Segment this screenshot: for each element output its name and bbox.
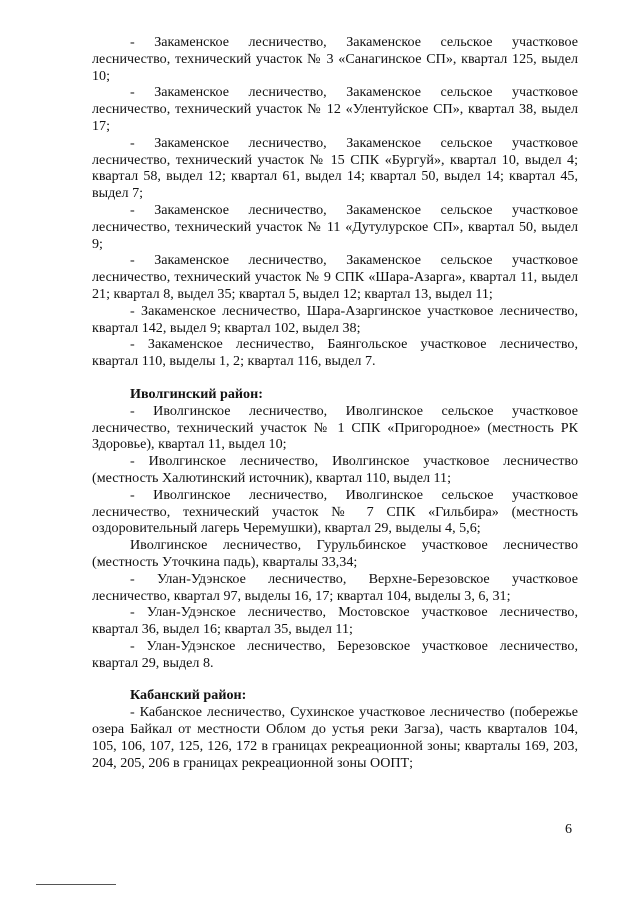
document-body — [92, 34, 578, 771]
paragraph: - Закаменское лесничество, Шара-Азаргинское участковое лесничество, квартал 142, выдел 9; квартал 102, выдел 38; — [92, 302, 578, 336]
paragraph: - Закаменское лесничество, Закаменское сельское участковое лесничество, технический участок № 11 «Дутулурское СП», квартал 50, выдел 9; — [92, 201, 578, 252]
paragraph: - Закаменское лесничество, Закаменское сельское участковое лесничество, технический участок № 3 «Санагинское СП», квартал 125, выдел 10; — [92, 34, 578, 84]
paragraph: - Закаменское лесничество, Закаменское сельское участковое лесничество, технический участок № 9 СПК «Шара-Азарга», квартал 11, выдел 21; квартал 8, выдел 35; квартал 5, выдел 12; квартал 13, выдел 11; — [92, 252, 578, 302]
paragraph: - Закаменское лесничество, Баянгольское участковое лесничество, квартал 110, выделы 1, 2; квартал 116, выдел 7. — [92, 336, 578, 370]
page-number: 6 — [565, 822, 572, 837]
paragraph: - Закаменское лесничество, Закаменское сельское участковое лесничество, технический участок № 12 «Улентуйское СП», квартал 38, выдел 17; — [92, 84, 578, 134]
paragraph: Иволгинское лесничество, Гурульбинское участковое лесничество (местность Уточкина падь), кварталы 33,34; — [92, 537, 578, 570]
paragraph: - Улан-Удэнское лесничество, Березовское участковое лесничество, квартал 29, выдел 8. — [92, 637, 578, 671]
paragraph: - Улан-Удэнское лесничество, Мостовское участковое лесничество, квартал 36, выдел 16; квартал 35, выдел 11; — [92, 604, 578, 638]
paragraph: - Иволгинское лесничество, Иволгинское участковое лесничество (местность Халютинский источник), квартал 110, выдел 11; — [92, 453, 578, 486]
footer-rule — [36, 884, 116, 885]
paragraph: - Улан-Удэнское лесничество, Верхне-Березовское участковое лесничество, квартал 97, выделы 16, 17; квартал 104, выделы 3, 6, 31; — [92, 570, 578, 604]
paragraph: - Иволгинское лесничество, Иволгинское сельское участковое лесничество, технический участок № 7 СПК «Гильбира» (местность оздоровительный лагерь Черемушки), квартал 29, выделы 4, 5,6; — [92, 486, 578, 537]
paragraph: - Иволгинское лесничество, Иволгинское сельское участковое лесничество, технический участок № 1 СПК «Пригородное» (местность РК Здоровье), квартал 11, выдел 10; — [92, 402, 578, 453]
paragraph: - Кабанское лесничество, Сухинское участковое лесничество (побережье озера Байкал от местности Облом до устья реки Загза), часть кварталов 104, 105, 106, 107, 125, 126, 172 в границах рекреационной зоны; кварталы 169, 203, 204, 205, 206 в границах рекреационной зоны ООПТ; — [92, 704, 578, 771]
paragraph: - Закаменское лесничество, Закаменское сельское участковое лесничество, технический участок № 15 СПК «Бургуй», квартал 10, выдел 4; квартал 58, выдел 12; квартал 61, выдел 14; квартал 50, выдел 14; квартал 45, выдел 7; — [92, 134, 578, 202]
section-heading-kabansky: Кабанский район: — [130, 687, 247, 704]
section-heading-ivolginsky: Иволгинский район: — [130, 385, 263, 402]
